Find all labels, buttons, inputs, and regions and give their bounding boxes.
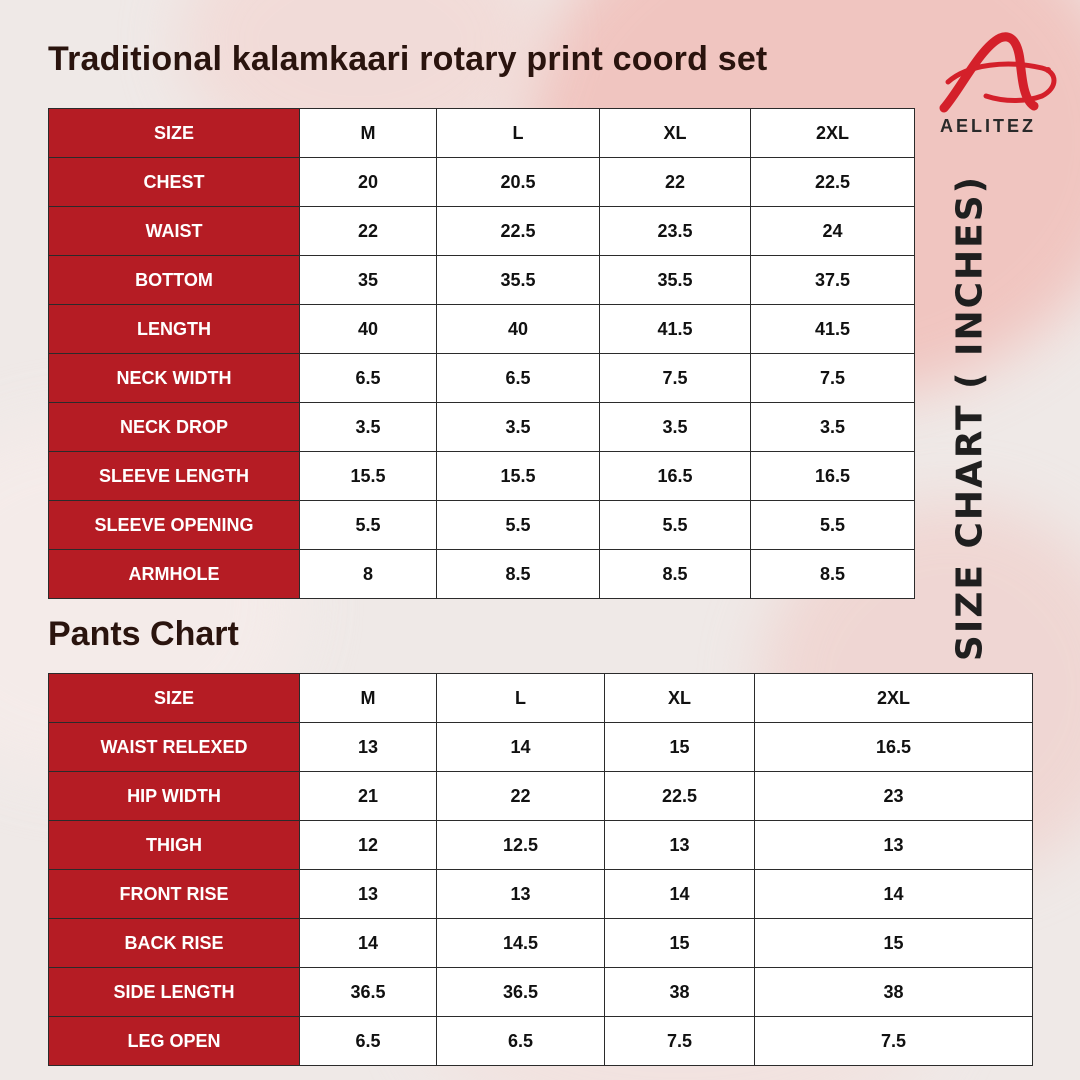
- measurement-cell: 15.5: [300, 452, 437, 501]
- measurement-cell: 20.5: [437, 158, 600, 207]
- row-label-cell: NECK DROP: [49, 403, 300, 452]
- measurement-cell: 22: [600, 158, 751, 207]
- pants-table-body: [49, 674, 1033, 1066]
- row-label-cell: FRONT RISE: [49, 870, 300, 919]
- measurement-cell: 35.5: [437, 256, 600, 305]
- measurement-cell: 15: [605, 919, 755, 968]
- measurement-cell: 22: [437, 772, 605, 821]
- table-row: [49, 354, 915, 403]
- page-title: Traditional kalamkaari rotary print coord set: [48, 40, 768, 78]
- row-label-cell: BOTTOM: [49, 256, 300, 305]
- measurement-cell: 13: [300, 723, 437, 772]
- measurement-cell: 15: [605, 723, 755, 772]
- row-label-cell: LEG OPEN: [49, 1017, 300, 1066]
- coord-set-table-body: [49, 109, 915, 599]
- measurement-cell: 24: [751, 207, 915, 256]
- table-row: [49, 452, 915, 501]
- measurement-cell: 16.5: [751, 452, 915, 501]
- measurement-cell: 36.5: [437, 968, 605, 1017]
- table-row: [49, 821, 1033, 870]
- table-row: [49, 158, 915, 207]
- table-row: [49, 256, 915, 305]
- table-row: [49, 1017, 1033, 1066]
- row-label-cell: HIP WIDTH: [49, 772, 300, 821]
- measurement-cell: 38: [605, 968, 755, 1017]
- size-header-cell: XL: [600, 109, 751, 158]
- aelitez-logo-icon: [938, 30, 1058, 114]
- measurement-cell: 36.5: [300, 968, 437, 1017]
- measurement-cell: 40: [437, 305, 600, 354]
- measurement-cell: 13: [755, 821, 1033, 870]
- size-header-cell: L: [437, 674, 605, 723]
- table-row: [49, 501, 915, 550]
- measurement-cell: 22.5: [605, 772, 755, 821]
- measurement-cell: 3.5: [300, 403, 437, 452]
- measurement-cell: 3.5: [751, 403, 915, 452]
- row-label-cell: THIGH: [49, 821, 300, 870]
- row-label-cell: ARMHOLE: [49, 550, 300, 599]
- row-label-cell: SIZE: [49, 674, 300, 723]
- measurement-cell: 12: [300, 821, 437, 870]
- measurement-cell: 6.5: [300, 1017, 437, 1066]
- measurement-cell: 5.5: [300, 501, 437, 550]
- size-header-cell: L: [437, 109, 600, 158]
- measurement-cell: 15: [755, 919, 1033, 968]
- table-row: [49, 772, 1033, 821]
- brand-name: AELITEZ: [940, 116, 1036, 136]
- row-label-cell: LENGTH: [49, 305, 300, 354]
- measurement-cell: 14: [605, 870, 755, 919]
- measurement-cell: 8: [300, 550, 437, 599]
- table-row: [49, 870, 1033, 919]
- row-label-cell: WAIST: [49, 207, 300, 256]
- measurement-cell: 7.5: [605, 1017, 755, 1066]
- table-row: [49, 550, 915, 599]
- measurement-cell: 41.5: [600, 305, 751, 354]
- measurement-cell: 5.5: [437, 501, 600, 550]
- measurement-cell: 7.5: [751, 354, 915, 403]
- row-label-cell: NECK WIDTH: [49, 354, 300, 403]
- measurement-cell: 7.5: [755, 1017, 1033, 1066]
- measurement-cell: 41.5: [751, 305, 915, 354]
- pants-size-table: [48, 673, 1033, 1066]
- measurement-cell: 20: [300, 158, 437, 207]
- measurement-cell: 23: [755, 772, 1033, 821]
- row-label-cell: BACK RISE: [49, 919, 300, 968]
- measurement-cell: 8.5: [751, 550, 915, 599]
- row-label-cell: SLEEVE OPENING: [49, 501, 300, 550]
- table-row: [49, 919, 1033, 968]
- measurement-cell: 12.5: [437, 821, 605, 870]
- row-label-cell: SIDE LENGTH: [49, 968, 300, 1017]
- measurement-cell: 14.5: [437, 919, 605, 968]
- table-row: [49, 207, 915, 256]
- measurement-cell: 23.5: [600, 207, 751, 256]
- measurement-cell: 37.5: [751, 256, 915, 305]
- brand-logo: [938, 30, 1058, 140]
- table-header-row: [49, 674, 1033, 723]
- measurement-cell: 16.5: [755, 723, 1033, 772]
- measurement-cell: 35: [300, 256, 437, 305]
- measurement-cell: 5.5: [600, 501, 751, 550]
- pants-chart-title: Pants Chart: [48, 615, 239, 653]
- measurement-cell: 22: [300, 207, 437, 256]
- measurement-cell: 3.5: [437, 403, 600, 452]
- size-header-cell: XL: [605, 674, 755, 723]
- row-label-cell: WAIST RELEXED: [49, 723, 300, 772]
- row-label-cell: CHEST: [49, 158, 300, 207]
- measurement-cell: 8.5: [600, 550, 751, 599]
- row-label-cell: SLEEVE LENGTH: [49, 452, 300, 501]
- size-header-cell: 2XL: [751, 109, 915, 158]
- measurement-cell: 16.5: [600, 452, 751, 501]
- measurement-cell: 38: [755, 968, 1033, 1017]
- measurement-cell: 13: [605, 821, 755, 870]
- measurement-cell: 6.5: [300, 354, 437, 403]
- measurement-cell: 6.5: [437, 354, 600, 403]
- measurement-cell: 7.5: [600, 354, 751, 403]
- measurement-cell: 35.5: [600, 256, 751, 305]
- measurement-cell: 6.5: [437, 1017, 605, 1066]
- row-label-cell: SIZE: [49, 109, 300, 158]
- coord-set-size-table: [48, 108, 915, 599]
- table-row: [49, 305, 915, 354]
- table-header-row: [49, 109, 915, 158]
- measurement-cell: 3.5: [600, 403, 751, 452]
- table-row: [49, 403, 915, 452]
- size-header-cell: M: [300, 674, 437, 723]
- measurement-cell: 21: [300, 772, 437, 821]
- size-header-cell: M: [300, 109, 437, 158]
- table-row: [49, 723, 1033, 772]
- measurement-cell: 13: [437, 870, 605, 919]
- measurement-cell: 14: [300, 919, 437, 968]
- measurement-cell: 14: [437, 723, 605, 772]
- measurement-cell: 22.5: [751, 158, 915, 207]
- size-header-cell: 2XL: [755, 674, 1033, 723]
- measurement-cell: 8.5: [437, 550, 600, 599]
- measurement-cell: 13: [300, 870, 437, 919]
- size-chart-side-label: SIZE CHART ( INCHES): [949, 174, 991, 662]
- measurement-cell: 14: [755, 870, 1033, 919]
- measurement-cell: 15.5: [437, 452, 600, 501]
- measurement-cell: 22.5: [437, 207, 600, 256]
- measurement-cell: 40: [300, 305, 437, 354]
- table-row: [49, 968, 1033, 1017]
- measurement-cell: 5.5: [751, 501, 915, 550]
